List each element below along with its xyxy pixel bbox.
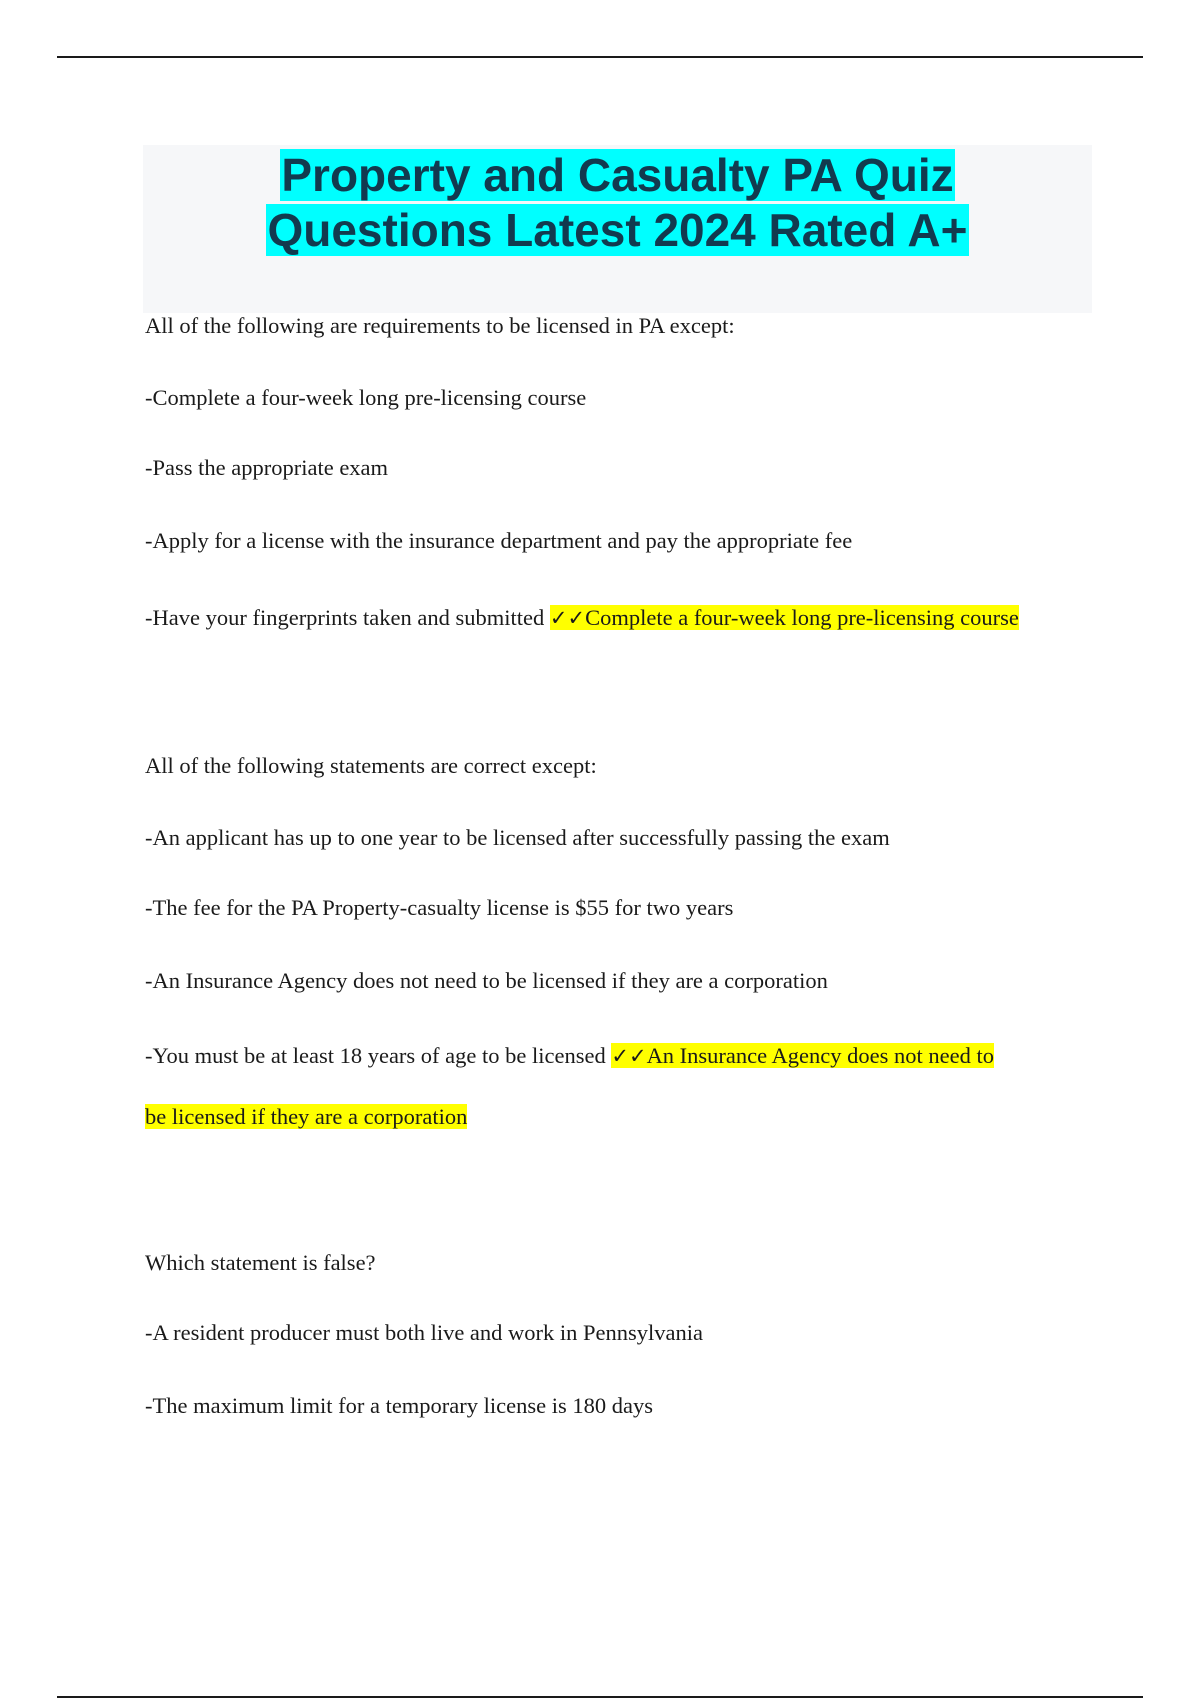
question-2-answer-text-1: An Insurance Agency does not need to <box>646 1043 994 1068</box>
double-check-icon: ✓✓ <box>611 1044 647 1068</box>
question-1-prompt: All of the following are requirements to be licensed in PA except: <box>145 313 735 338</box>
question-3-option-1: -A resident producer must both live and work in Pennsylvania <box>145 1320 704 1345</box>
question-1-option-4-row <box>145 603 1019 633</box>
title-line-1: Property and Casualty PA Quiz <box>281 149 954 201</box>
question-2-option-2: -The fee for the PA Property-casualty license is $55 for two years <box>145 895 734 920</box>
question-2-option-3: -An Insurance Agency does not need to be licensed if they are a corporation <box>145 968 828 993</box>
question-3-option-2: -The maximum limit for a temporary license is 180 days <box>145 1393 653 1418</box>
question-2-answer-text-2: be licensed if they are a corporation <box>145 1104 468 1129</box>
question-2-answer <box>611 1043 994 1068</box>
question-1-option-2: -Pass the appropriate exam <box>145 455 389 480</box>
question-2-option-4: -You must be at least 18 years of age to be licensed <box>145 1043 606 1068</box>
question-2-prompt: All of the following statements are correct except: <box>145 753 597 778</box>
question-1-answer-text: Complete a four-week long pre-licensing course <box>585 605 1019 630</box>
question-2-option-4-row <box>145 1041 994 1071</box>
question-2-option-1: -An applicant has up to one year to be licensed after successfully passing the exam <box>145 825 890 850</box>
question-1-option-4: -Have your fingerprints taken and submitted <box>145 605 545 630</box>
document-title <box>143 145 1092 258</box>
bottom-rule <box>57 1696 1143 1698</box>
title-banner <box>143 145 1092 313</box>
question-1-answer <box>550 605 1019 630</box>
title-line-2: Questions Latest 2024 Rated A+ <box>267 204 968 256</box>
double-check-icon: ✓✓ <box>549 606 586 630</box>
question-3-prompt: Which statement is false? <box>145 1250 376 1275</box>
question-1-option-3: -Apply for a license with the insurance department and pay the appropriate fee <box>145 528 853 553</box>
top-rule <box>57 56 1143 58</box>
question-2-answer-row-2 <box>145 1102 467 1132</box>
question-1-option-1: -Complete a four-week long pre-licensing course <box>145 385 587 410</box>
